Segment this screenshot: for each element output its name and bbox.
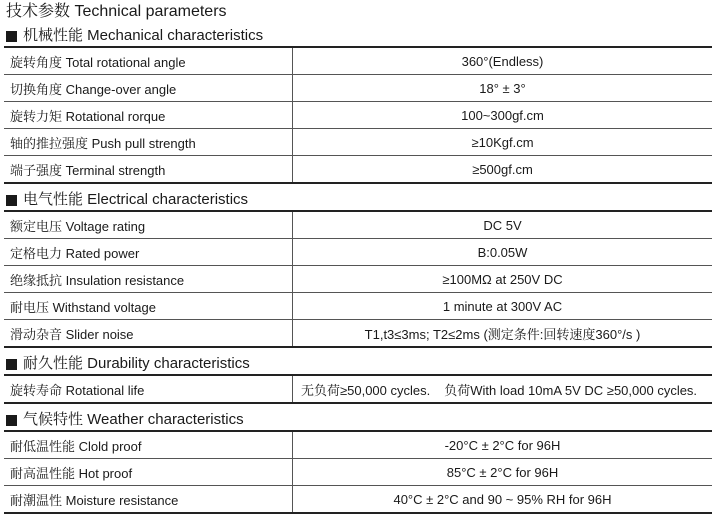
section-heading-weather	[6, 410, 244, 430]
square-bullet-icon	[6, 31, 17, 42]
row-label: 耐潮温性 Moisture resistance	[4, 486, 293, 514]
row-value: 40°C ± 2°C and 90 ~ 95% RH for 96H	[293, 486, 713, 514]
section-title: 电气性能 Electrical characteristics	[23, 191, 249, 208]
row-value	[293, 375, 713, 403]
table-row	[4, 375, 712, 403]
page-title: 技术参数 Technical parameters	[6, 3, 227, 20]
table-row	[4, 129, 712, 156]
row-value: 85°C ± 2°C for 96H	[293, 459, 713, 486]
table-row	[4, 156, 712, 184]
row-label: 轴的推拉强度 Push pull strength	[4, 129, 293, 156]
table-row	[4, 47, 712, 75]
durability-table	[4, 374, 712, 404]
table-row	[4, 211, 712, 239]
load-life: 负荷With load 10mA 5V DC ≥50,000 cycles.	[444, 382, 698, 398]
square-bullet-icon	[6, 415, 17, 426]
table-row	[4, 320, 712, 348]
row-label: 端子强度 Terminal strength	[4, 156, 293, 184]
row-label: 旋转角度 Total rotational angle	[4, 47, 293, 75]
section-title: 耐久性能 Durability characteristics	[23, 355, 250, 372]
section-heading-electrical	[6, 190, 248, 210]
row-label: 耐低温性能 Clold proof	[4, 431, 293, 459]
section-heading-mechanical	[6, 26, 263, 46]
table-row	[4, 266, 712, 293]
square-bullet-icon	[6, 359, 17, 370]
row-value: 1 minute at 300V AC	[293, 293, 713, 320]
row-label: 绝缘抵抗 Insulation resistance	[4, 266, 293, 293]
row-label: 耐高温性能 Hot proof	[4, 459, 293, 486]
row-value: 360°(Endless)	[293, 47, 713, 75]
row-value: ≥100MΩ at 250V DC	[293, 266, 713, 293]
table-row	[4, 75, 712, 102]
table-row	[4, 486, 712, 514]
row-value: -20°C ± 2°C for 96H	[293, 431, 713, 459]
table-row	[4, 431, 712, 459]
row-label: 额定电压 Voltage rating	[4, 211, 293, 239]
row-label: 旋转力矩 Rotational rorque	[4, 102, 293, 129]
electrical-table	[4, 210, 712, 348]
row-value: 100~300gf.cm	[293, 102, 713, 129]
row-value: DC 5V	[293, 211, 713, 239]
row-value: B:0.05W	[293, 239, 713, 266]
section-title: 气候特性 Weather characteristics	[23, 411, 244, 428]
section-title: 机械性能 Mechanical characteristics	[23, 27, 264, 44]
square-bullet-icon	[6, 195, 17, 206]
row-label: 切换角度 Change-over angle	[4, 75, 293, 102]
weather-table	[4, 430, 712, 514]
mechanical-table	[4, 46, 712, 184]
row-label: 定格电力 Rated power	[4, 239, 293, 266]
row-value: 18° ± 3°	[293, 75, 713, 102]
row-label: 耐电压 Withstand voltage	[4, 293, 293, 320]
row-label: 旋转寿命 Rotational life	[4, 375, 293, 403]
table-row	[4, 459, 712, 486]
row-value: ≥10Kgf.cm	[293, 129, 713, 156]
section-heading-durability	[6, 354, 250, 374]
row-value: T1,t3≤3ms; T2≤2ms (测定条件:回转速度360°/s )	[293, 320, 713, 348]
table-row	[4, 102, 712, 129]
no-load-life: 无负荷≥50,000 cycles.	[301, 382, 431, 398]
row-value: ≥500gf.cm	[293, 156, 713, 184]
table-row	[4, 293, 712, 320]
row-label: 滑动杂音 Slider noise	[4, 320, 293, 348]
table-row	[4, 239, 712, 266]
